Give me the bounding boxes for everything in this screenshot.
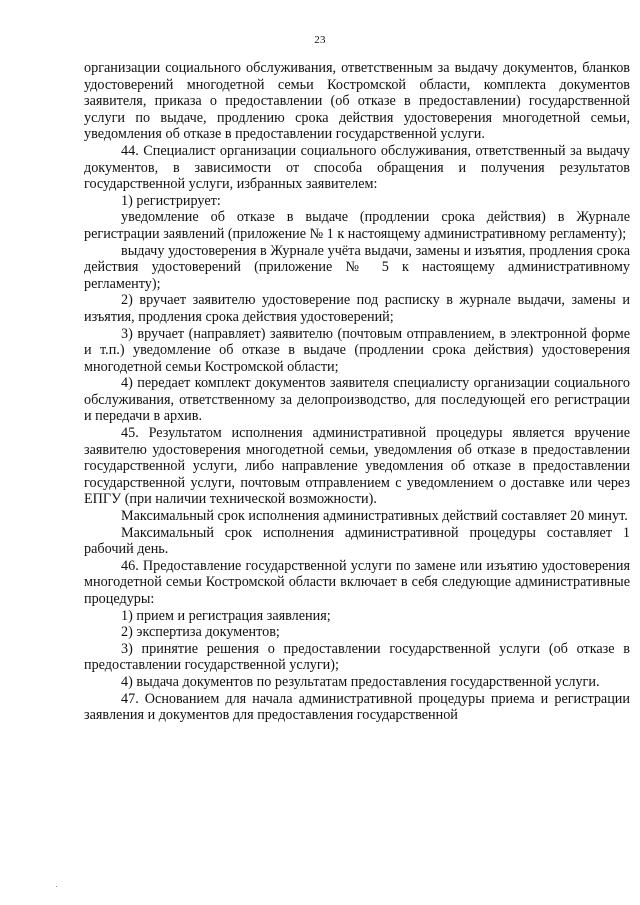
paragraph-44: 44. Специалист организации социального обслуживания, ответственный за выдачу документов, в зависимости от способа обращения и получения результатов государственной услуги, избранных заявителем:	[84, 142, 630, 193]
document-body	[84, 60, 630, 724]
list-item-transfers-documents: 4) передает комплект документов заявителя специалисту организации социального обслуживания, ответственному за делопроизводство, для последующей его регистрации и передачи в архив.	[84, 375, 630, 425]
list-item-decision: 3) принятие решения о предоставлении государственной услуги (об отказе в предоставлении государственной услуги);	[84, 640, 630, 674]
list-item-sends-notice: 3) вручает (направляет) заявителю (почтовым отправлением, в электронной форме и т.п.) уведомление об отказе в выдаче (продлении срока действия) удостоверения многодетной семьи Костромской области;	[84, 325, 630, 375]
paragraph-max-procedure-time: Максимальный срок исполнения административной процедуры составляет 1 рабочий день.	[84, 524, 630, 558]
list-item-reception: 1) прием и регистрация заявления;	[121, 607, 331, 624]
list-item-issuance: 4) выдача документов по результатам предоставления государственной услуги.	[121, 673, 600, 690]
scan-mark	[56, 886, 57, 887]
list-item-expertise: 2) экспертиза документов;	[121, 624, 280, 641]
list-item-registers: 1) регистрирует:	[121, 192, 221, 209]
paragraph-refusal-notice-journal: уведомление об отказе в выдаче (продлении срока действия) в Журнале регистрации заявлений (приложение № 1 к настоящему административному регламенту);	[84, 209, 630, 242]
paragraph-max-actions-time: Максимальный срок исполнения административных действий составляет 20 минут.	[121, 508, 628, 525]
page-number: 23	[314, 34, 326, 46]
paragraph-45: 45. Результатом исполнения административной процедуры является вручение заявителю удостоверения многодетной семьи, уведомления об отказе в предоставлении государственной услуги, либо направление уведомления об отказе в предоставлении государственной услуги, почтовым отправлением с уведомлением о доставке или через ЕПГУ (при наличии технической возможности).	[84, 425, 630, 508]
paragraph-continuation: организации социального обслуживания, ответственным за выдачу документов, бланков удостоверений многодетной семьи Костромской области, комплекта документов заявителя, приказа о предоставлении (об отказе в предоставлении) государственной услуги по выдаче, продлению срока действия удостоверения многодетной семьи, уведомления об отказе в предоставлении государственной услуги.	[84, 60, 630, 143]
paragraph-46: 46. Предоставление государственной услуги по замене или изъятию удостоверения многодетной семьи Костромской области включает в себя следующие административные процедуры:	[84, 557, 630, 607]
paragraph-47: 47. Основанием для начала административной процедуры приема и регистрации заявления и документов для предоставления государственной	[84, 690, 630, 724]
paragraph-issuance-journal: выдачу удостоверения в Журнале учёта выдачи, замены и изъятия, продления срока действия удостоверений (приложение № 5 к настоящему административному регламенту);	[84, 242, 630, 292]
list-item-hands-over: 2) вручает заявителю удостоверение под расписку в журнале выдачи, замены и изъятия, продления срока действия удостоверений;	[84, 292, 630, 325]
